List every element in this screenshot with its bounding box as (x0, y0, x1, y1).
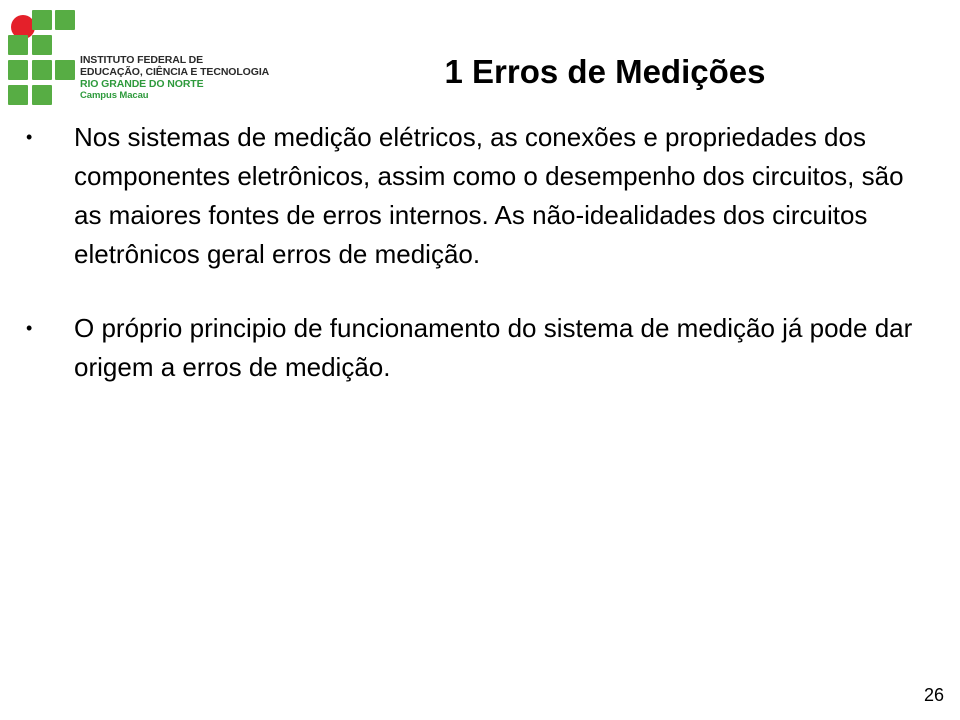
institution-logo (0, 0, 280, 115)
logo-mark (5, 8, 77, 108)
bullet-text: Nos sistemas de medição elétricos, as conexões e propriedades dos componentes eletrônicos, assim como o desempenho dos circuitos, são as maiores fontes de erros internos. As não-idealidades dos circuitos eletrônicos geral erros de medição. (74, 122, 904, 269)
logo-square (8, 85, 28, 105)
bullet-list (24, 118, 924, 422)
logo-square (32, 85, 52, 105)
logo-square (55, 60, 75, 80)
logo-square (32, 10, 52, 30)
logo-square (8, 35, 28, 55)
bullet-item (24, 118, 924, 274)
logo-square (32, 60, 52, 80)
bullet-item (24, 309, 924, 387)
logo-line-2: EDUCAÇÃO, CIÊNCIA E TECNOLOGIA (80, 66, 270, 78)
logo-line-3: RIO GRANDE DO NORTE (80, 78, 204, 90)
logo-square (32, 35, 52, 55)
logo-line-1: INSTITUTO FEDERAL DE (80, 54, 204, 66)
bullet-marker: • (26, 318, 33, 338)
bullet-text: O próprio principio de funcionamento do sistema de medição já pode dar origem a erros de medição. (74, 313, 913, 382)
logo-line-4: Campus Macau (80, 90, 149, 101)
bullet-marker: • (26, 127, 33, 147)
logo-square (8, 60, 28, 80)
slide-title: 1 Erros de Medições (444, 53, 766, 90)
logo-institution-text (80, 54, 269, 102)
logo-square (55, 10, 75, 30)
slide-number: 26 (923, 685, 944, 705)
